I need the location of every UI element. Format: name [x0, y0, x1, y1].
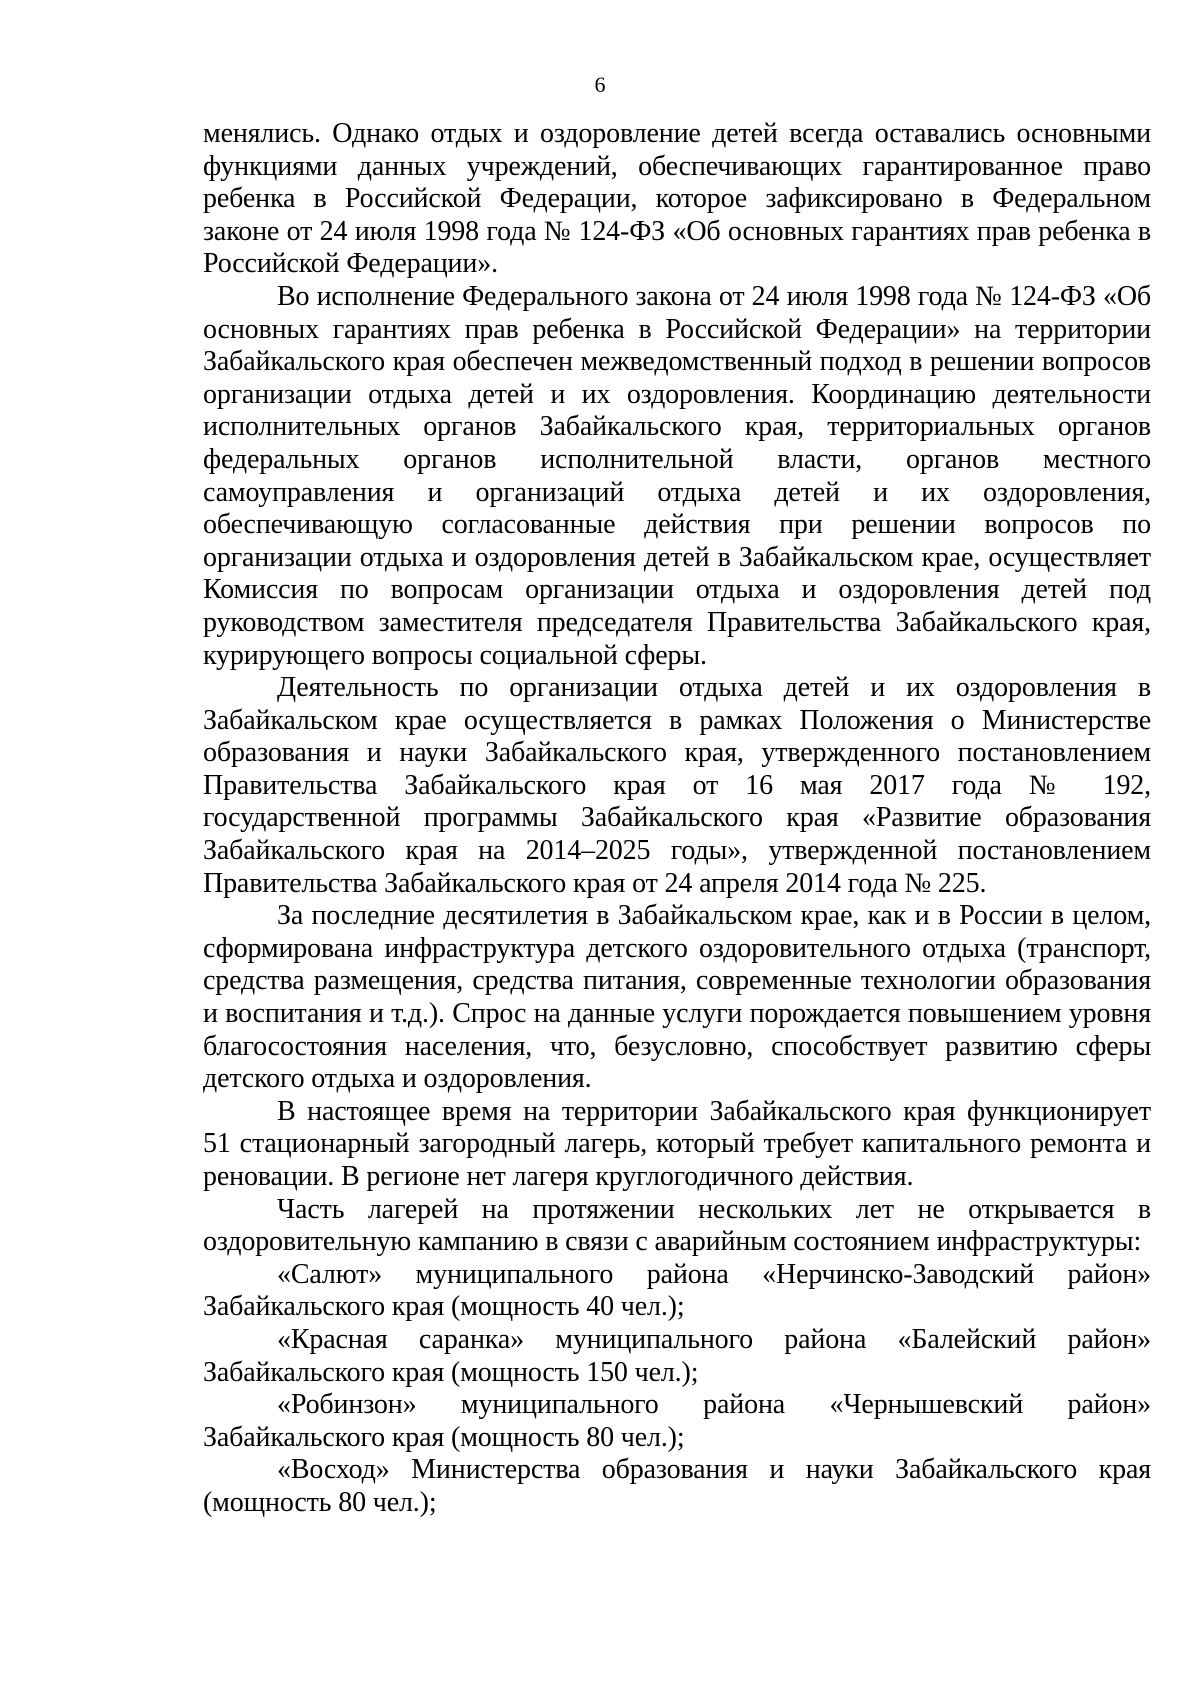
list-item-salyut: «Салют» муниципального района «Нерчинско-Заводский район» Забайкальского края (мощность 40 чел.); — [203, 1258, 1151, 1323]
paragraph-infrastructure: За последние десятилетия в Забайкальском крае, как и в России в целом, сформирована инфраструктура детского оздоровительного отдыха (транспорт, средства размещения, средства питания, современные технологии образования и воспитания и т.д.). Спрос на данные услуги порождается повышением уровня благосостояния населения, что, безусловно, способствует развитию сферы детского отдыха и оздоровления. — [203, 900, 1151, 1095]
paragraph-camps-count: В настоящее время на территории Забайкальского края функционирует 51 стационарный загородный лагерь, который требует капитального ремонта и реновации. В регионе нет лагеря круглогодичного действия. — [203, 1095, 1151, 1192]
paragraph-continuation: менялись. Однако отдых и оздоровление детей всегда оставались основными функциями данных учреждений, обеспечивающих гарантированное право ребенка в Российской Федерации, которое зафиксировано в Федеральном законе от 24 июля 1998 года № 124-ФЗ «Об основных гарантиях прав ребенка в Российской Федерации». — [203, 118, 1151, 280]
page-number: 6 — [594, 72, 606, 97]
list-item-voskhod: «Восход» Министерства образования и науки Забайкальского края (мощность 80 чел.); — [203, 1454, 1151, 1518]
list-item-robinzon: «Робинзон» муниципального района «Чернышевский район» Забайкальского края (мощность 80 чел.); — [203, 1389, 1151, 1453]
paragraph-federal-law: Во исполнение Федерального закона от 24 июля 1998 года № 124-ФЗ «Об основных гарантиях прав ребенка в Российской Федерации» на территории Забайкальского края обеспечен межведомственный подход в решении вопросов организации отдыха детей и их оздоровления. Координацию деятельности исполнительных органов Забайкальского края, территориальных органов федеральных органов исполнительной власти, органов местного самоуправления и организаций отдыха детей и их оздоровления, обеспечивающую согласованные действия при решении вопросов по организации отдыха и оздоровления детей в Забайкальском крае, осуществляет Комиссия по вопросам организации отдыха и оздоровления детей под руководством заместителя председателя Правительства Забайкальского края, курирующего вопросы социальной сферы. — [203, 280, 1151, 671]
list-item-krasnaya-saranka: «Красная саранка» муниципального района «Балейский район» Забайкальского края (мощность 150 чел.); — [203, 1323, 1151, 1388]
document-body — [203, 118, 1151, 1520]
paragraph-regulations: Деятельность по организации отдыха детей и их оздоровления в Забайкальском крае осуществляется в рамках Положения о Министерстве образования и науки Забайкальского края, утвержденного постановлением Правительства Забайкальского края от 16 мая 2017 года № 192, государственной программы Забайкальского края «Развитие образования Забайкальского края на 2014–2025 годы», утвержденной постановлением Правительства Забайкальского края от 24 апреля 2014 года № 225. — [203, 672, 1151, 899]
paragraph-closed-camps: Часть лагерей на протяжении нескольких лет не открывается в оздоровительную кампанию в связи с аварийным состоянием инфраструктуры: — [203, 1193, 1151, 1258]
